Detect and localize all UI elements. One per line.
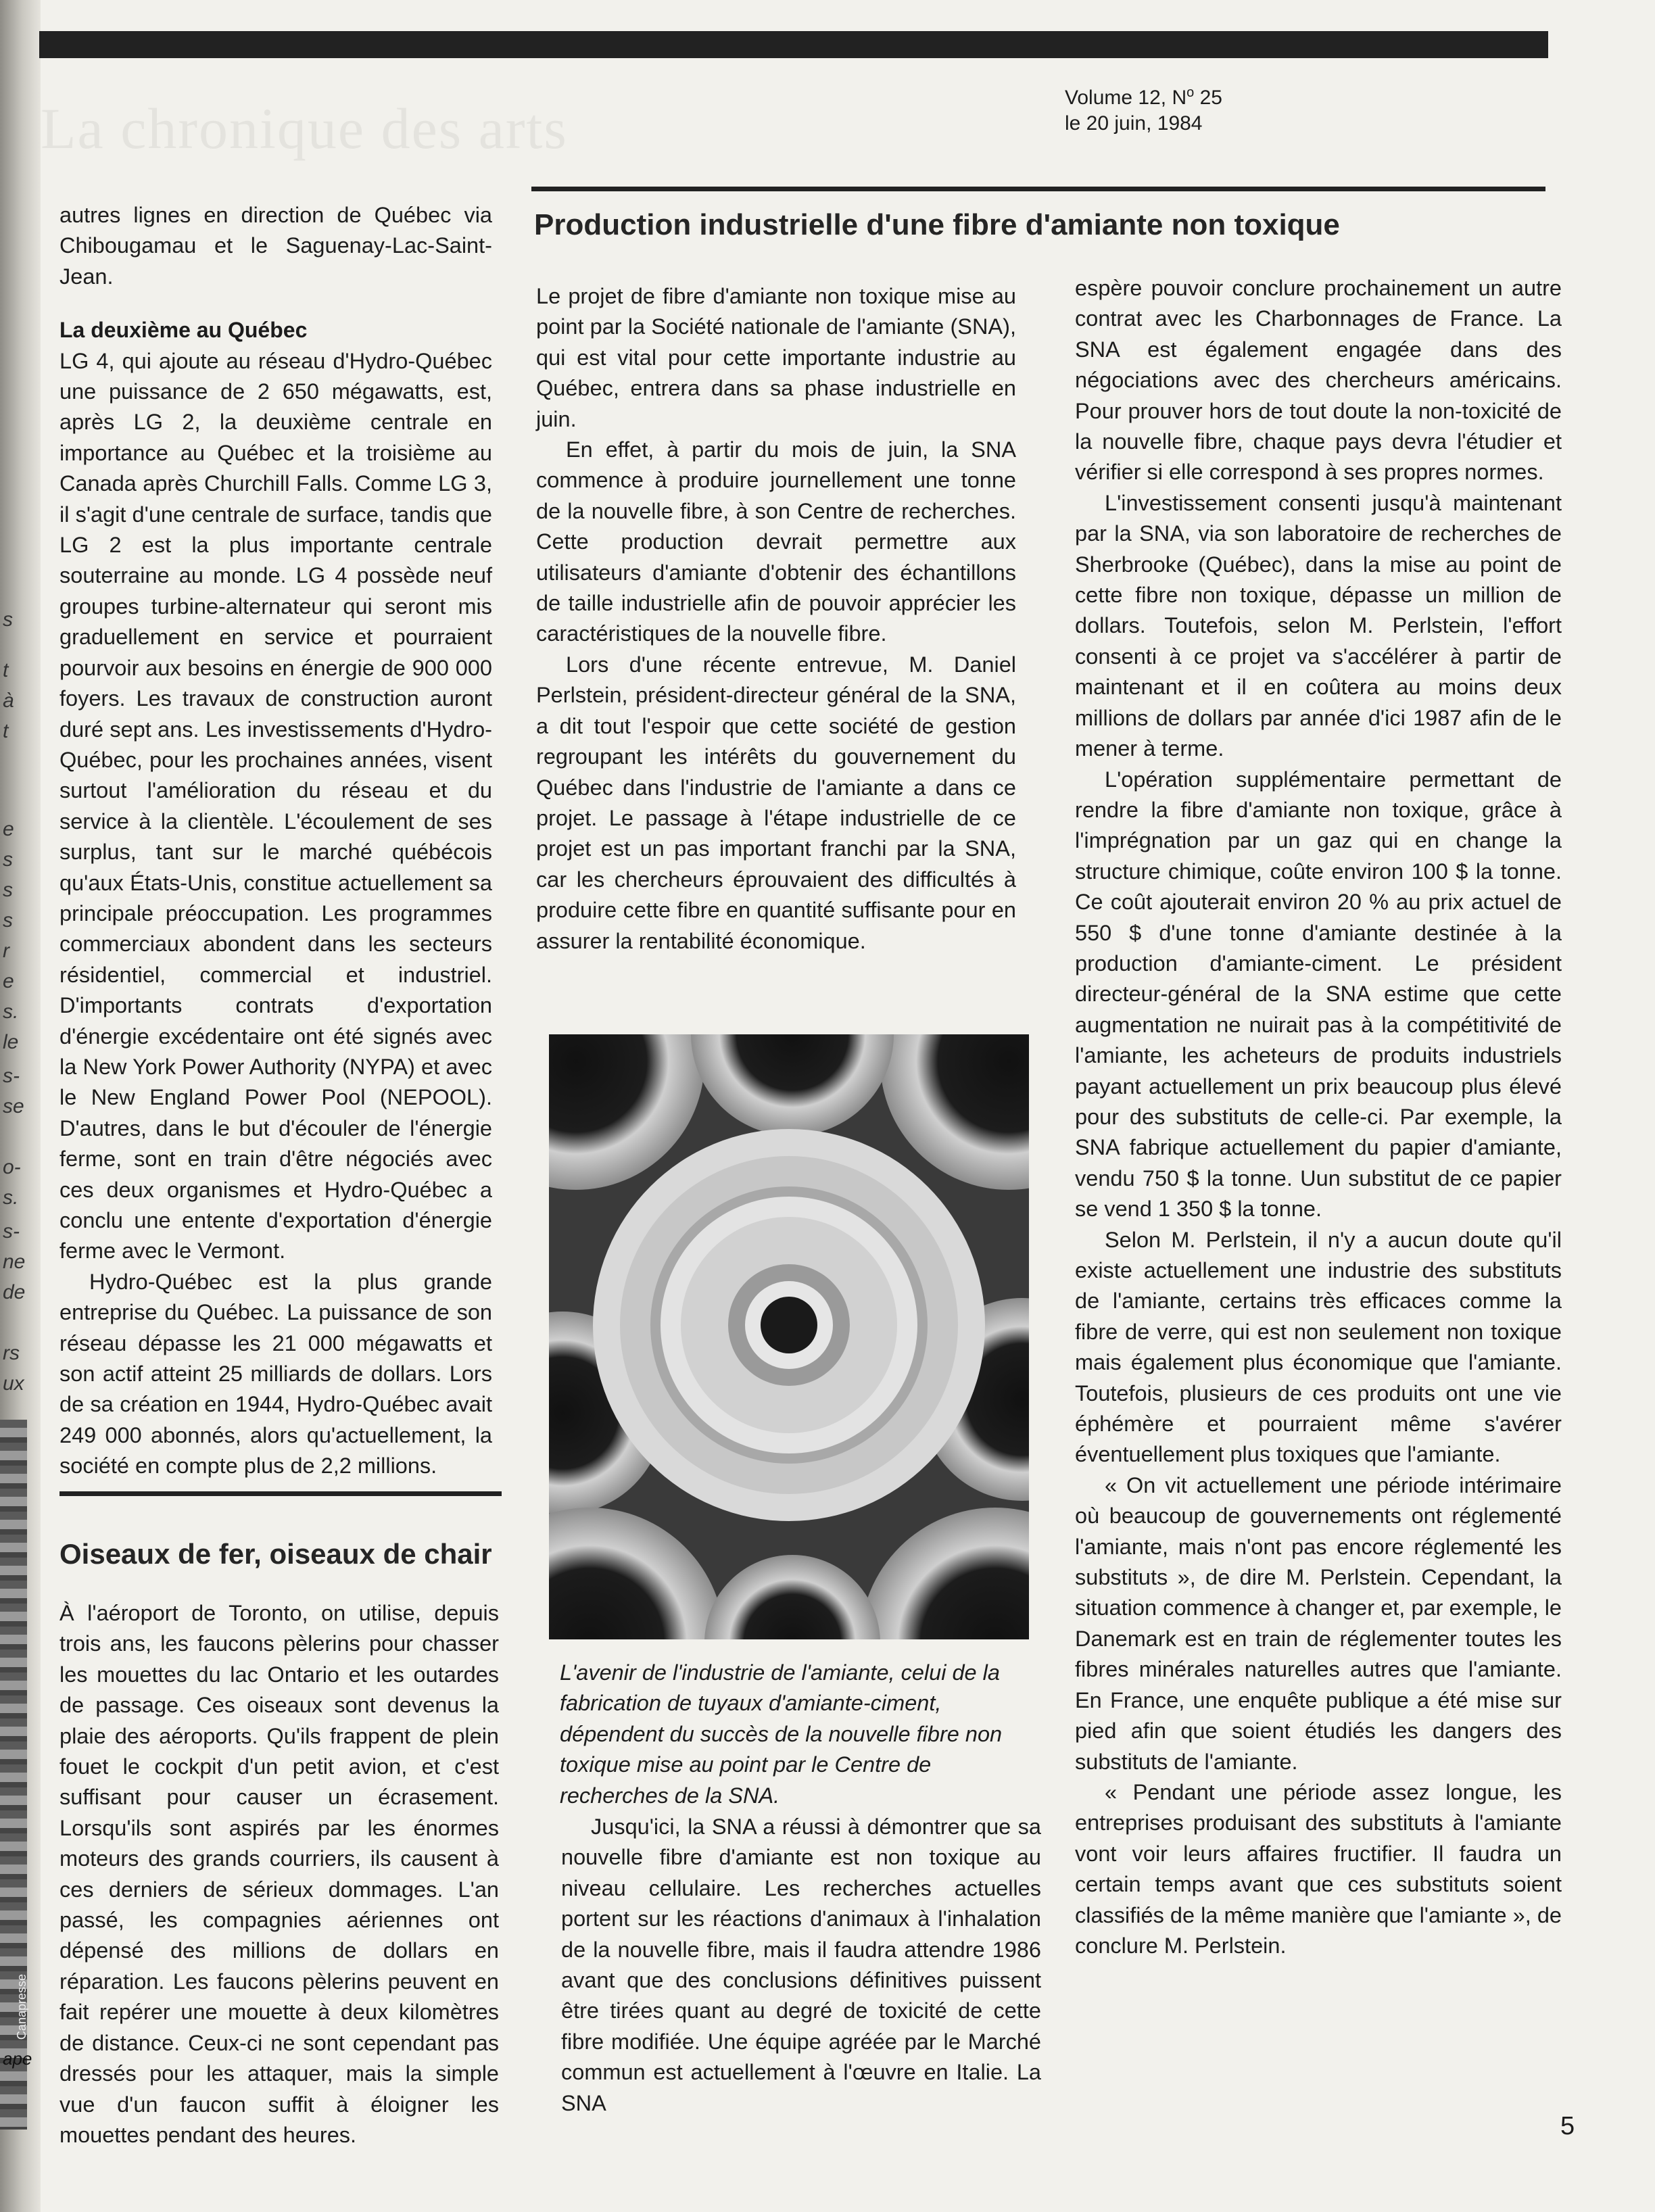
continued-paragraph: autres lignes en direction de Québec via Chibougamau et le Saguenay-Lac-Saint-Jean.: [59, 203, 492, 289]
margin-glyph: s: [3, 848, 13, 871]
middle-column-top: [536, 281, 1016, 957]
body-paragraph: Le projet de fibre d'amiante non toxique mise au point par la Société nationale de l'amiante (SNA), qui est vital pour cette importante industrie au Québec, entrera dans sa phase industrielle en juin.: [536, 284, 1016, 431]
body-paragraph: LG 4, qui ajoute au réseau d'Hydro-Québec une puissance de 2 650 mégawatts, est, après LG 2, la deuxième centrale en importance au Québec et la troisième au Canada après Churchill Falls. Comme LG 3, il s'agit d'une centrale de surface, tandis que LG 2 est la plus importante centrale souterraine au monde. LG 4 possède neuf groupes turbine-alternateur qui seront mis graduellement en service et pourraient pourvoir aux besoins en énergie de 900 000 foyers. Les travaux de construction auront duré sept ans. Les investissements d'Hydro-Québec, pour les prochaines années, visent surtout l'amélioration du réseau et du service à la clientèle. L'écoulement de ses surplus, tant sur le marché québécois qu'aux États-Unis, constitue actuellement sa principale préoccupation. Les programmes commerciaux abondent dans les secteurs résidentiel, commercial et industriel. D'importants contrats d'exportation d'énergie excédentaire ont été signés avec la New York Power Authority (NYPA) et avec le New England Power Pool (NEPOOL). D'autres, dans le but d'écouler de l'énergie ferme, sont en train d'être négociés avec ces deux organismes et Hydro-Québec a conclu une entente d'exportation d'énergie ferme avec le Vermont.: [59, 348, 492, 1264]
margin-glyph: t: [3, 659, 9, 681]
volume-line: Volume 12, $N^o$ 25: [1065, 85, 1222, 109]
middle-column-bottom: [561, 1812, 1041, 2119]
body-paragraph: À l'aéroport de Toronto, on utilise, depuis trois ans, les faucons pèlerins pour chasser les mouettes du lac Ontario et les outardes de passage. Ces oiseaux sont devenus la plaie des aéroports. Qu'ils frappent de plein fouet le cockpit d'un petit avion, et c'est suffisant pour causer un écrasement. Lorsqu'ils sont aspirés par les énormes moteurs des grands courriers, ils causent à ces derniers de sérieux dommages. L'an passé, les compagnies aériennes ont dépensé des millions de dollars en réparation. Les faucons pèlerins peuvent en fait repérer une mouette à deux kilomètres de distance. Ceux-ci ne sont cependant pas dressés pour les attaquer, mais la simple vue d'un faucon suffit à éloigner les mouettes pendant des heures.: [59, 1601, 499, 2147]
body-paragraph: Lors d'une récente entrevue, M. Daniel Perlstein, président-directeur général de la SNA, a dit tout l'espoir que cette société de gestion regroupant les intérêts du gouvernement du Québec dans l'industrie de l'amiante a dans ce projet. Le passage à l'étape industrielle de ce projet est un pas important franchi par la SNA, car les chercheurs éprouvaient des difficultés à produire cette fibre en quantité suffisante pour en assurer la rentabilité économique.: [536, 652, 1016, 953]
body-paragraph: L'investissement consenti jusqu'à maintenant par la SNA, via son laboratoire de recherches de Sherbrooke (Québec), dans la mise au point de cette fibre non toxique, dépasse un million de dollars. Toutefois, selon M. Perlstein, l'effort consenti à ce projet va s'accélérer à partir de maintenant et il en coûtera au moins deux millions de dollars par année d'ici 1987 afin de le mener à terme.: [1075, 490, 1562, 761]
binding-gutter: [0, 0, 41, 2212]
margin-glyph: rs: [3, 1342, 20, 1364]
margin-glyph: s.: [3, 1001, 19, 1023]
issue-info: [1065, 80, 1222, 137]
top-rule: [39, 31, 1548, 58]
body-paragraph: « Pendant une période assez longue, les entreprises produisant des substituts à l'amiante vont voir leurs affaires fructifier. Il faudra un certain temps avant que ces substituts soient classifiés de la même manière que l'amiante », de conclure M. Perlstein.: [1075, 1779, 1562, 1958]
margin-glyph: t: [3, 720, 9, 742]
issue-date: le 20 juin, 1984: [1065, 112, 1203, 135]
section-rule: [59, 1491, 502, 1496]
left-column: [59, 200, 492, 1482]
section-subhead: La deuxième au Québec: [59, 318, 308, 343]
margin-glyph: s: [3, 608, 13, 631]
asbestos-pipes-photo: [549, 1034, 1029, 1639]
show-through-text: La chronique des arts: [41, 96, 568, 161]
margin-glyph: e: [3, 970, 14, 992]
margin-glyph: ape: [3, 2048, 32, 2069]
birds-headline: Oiseaux de fer, oiseaux de chair: [59, 1538, 492, 1570]
margin-glyph: r: [3, 940, 9, 962]
photo-caption: L'avenir de l'industrie de l'amiante, celui de la fabrication de tuyaux d'amiante-ciment, dépendent du succès de la nouvelle fibre non toxique mise au point par le Centre de recherches de la SNA.: [560, 1660, 1003, 1808]
margin-glyph: ux: [3, 1372, 24, 1395]
body-paragraph: Hydro-Québec est la plus grande entreprise du Québec. La puissance de son réseau dépasse les 21 000 mégawatts et son actif atteint 25 milliards de dollars. Lors de sa création en 1944, Hydro-Québec avait 249 000 abonnés, alors qu'actuellement, la société en compte plus de 2,2 millions.: [59, 1269, 492, 1478]
pipes-illustration: [549, 1034, 1029, 1639]
margin-glyph: le: [3, 1031, 19, 1053]
margin-glyph: o-: [3, 1156, 21, 1178]
margin-glyph: s: [3, 879, 13, 901]
margin-glyph: ne: [3, 1251, 26, 1273]
body-paragraph: En effet, à partir du mois de juin, la SNA commence à produire journellement une tonne de la nouvelle fibre, à son Centre de recherches. Cette production devrait permettre aux utilisateurs d'amiante d'obtenir des échantillons de taille industrielle afin de pouvoir apprécier les caractéristiques de la nouvelle fibre.: [536, 437, 1016, 646]
margin-glyph: de: [3, 1281, 26, 1303]
body-paragraph: L'opération supplémentaire permettant de rendre la fibre d'amiante non toxique, grâce à l'imprégnation par un gaz qui en change la structure chimique, coûte environ 100 $ la tonne. Ce coût ajouterait environ 20 % au prix actuel de 550 $ d'une tonne d'amiante destinée à la production d'amiante-ciment. Le président directeur-général de la SNA estime que cette augmentation ne nuirait pas à la compétitivité de l'amiante, les acheteurs de produits industriels payant actuellement un prix beaucoup plus élevé pour des substituts de celle-ci. Par exemple, la SNA fabrique actuellement du papier d'amiante, vendu 750 $ la tonne. Uun substitut de ce papier se vend 1 350 $ la tonne.: [1075, 767, 1562, 1222]
page-number: 5: [1560, 2112, 1575, 2140]
margin-glyph: s-: [3, 1065, 20, 1087]
margin-glyph: s.: [3, 1186, 19, 1209]
birds-column: [59, 1598, 499, 2150]
margin-glyph: e: [3, 818, 14, 840]
body-paragraph: espère pouvoir conclure prochainement un autre contrat avec les Charbonnages de France. La SNA est également engagée dans des négociations avec des chercheurs américains. Pour prouver hors de tout doute la non-toxicité de la nouvelle fibre, chaque pays devra l'étudier et vérifier si elle correspond à ses propres normes.: [1075, 276, 1562, 485]
margin-glyph: s: [3, 909, 13, 932]
margin-glyph: à: [3, 690, 14, 712]
body-paragraph: Jusqu'ici, la SNA a réussi à démontrer que sa nouvelle fibre d'amiante est non toxique au niveau cellulaire. Les recherches actuelles portent sur les réactions d'animaux à l'inhalation de la nouvelle fibre, mais il faudra attendre 1986 avant que des conclusions définitives puissent être tirées quant au degré de toxicité de cette fibre modifiée. Une équipe agréée par le Marché commun est actuellement à l'œuvre en Italie. La SNA: [561, 1814, 1041, 2115]
photo-credit: Canapresse: [15, 1974, 28, 2040]
article-rule: [531, 187, 1545, 191]
margin-glyph: s-: [3, 1220, 20, 1243]
margin-glyph: se: [3, 1095, 24, 1117]
article-headline: Production industrielle d'une fibre d'amiante non toxique: [534, 208, 1340, 241]
right-column: [1075, 273, 1562, 1961]
body-paragraph: « On vit actuellement une période intérimaire où beaucoup de gouvernements ont réglementé l'amiante, mais n'ont pas encore réglementé les substituts », de dire M. Perlstein. Cependant, la situation commence à changer et, par exemple, le Danemark est en train de réglementer toutes les fibres minérales naturelles autres que l'amiante. En France, une enquête publique a été mise sur pied afin que soient étudiés les dangers des substituts de l'amiante.: [1075, 1472, 1562, 1774]
body-paragraph: Selon M. Perlstein, il n'y a aucun doute qu'il existe actuellement une industrie des substituts de l'amiante, certains très efficaces comme la fibre de verre, qui est non seulement non toxique mais également plus économique que l'amiante. Toutefois, plusieurs de ces produits ont une vie éphémère et pourraient même s'avérer éventuellement plus toxiques que l'amiante.: [1075, 1227, 1562, 1467]
